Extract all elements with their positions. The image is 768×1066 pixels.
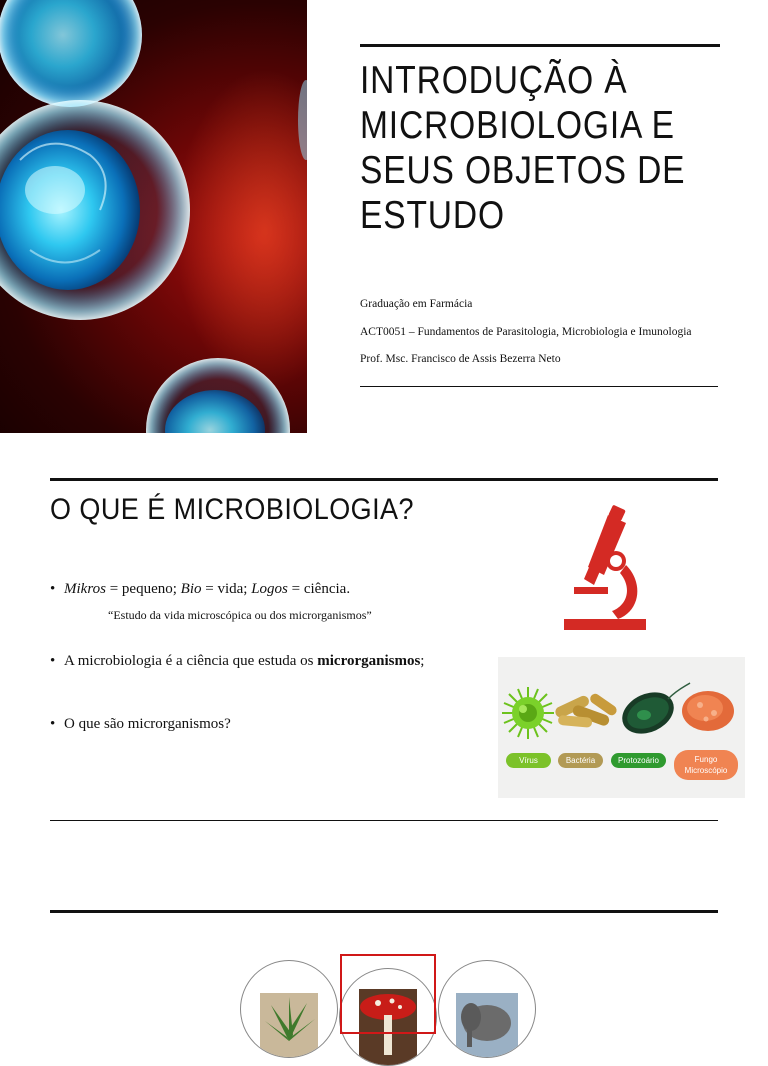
bullet-dot: • bbox=[50, 716, 56, 732]
definition-end: ; bbox=[420, 653, 425, 669]
word-bio: Bio bbox=[180, 581, 202, 597]
definition-bold-word: microrganismos bbox=[317, 653, 421, 669]
meaning-text: = ciência. bbox=[287, 581, 351, 597]
title-slide bbox=[0, 0, 768, 433]
plant-image-circle bbox=[240, 960, 338, 1058]
meaning-text: = pequeno; bbox=[105, 581, 181, 597]
definition-quote: “Estudo da vida microscópica ou dos microrganismos” bbox=[108, 608, 372, 622]
protozoa-icon bbox=[615, 683, 690, 742]
word-logos: Logos bbox=[251, 581, 288, 597]
cell-photo-image bbox=[0, 0, 307, 433]
protozoa-label-text: Protozoário bbox=[618, 756, 659, 765]
title-line: ESTUDO bbox=[360, 194, 505, 237]
selected-image-frame bbox=[340, 954, 436, 1034]
virus-icon bbox=[502, 687, 554, 739]
meaning-text: = vida; bbox=[201, 581, 252, 597]
fungus-icon bbox=[682, 691, 734, 731]
presentation-title bbox=[360, 58, 687, 238]
professor-name: Prof. Msc. Francisco de Assis Bezerra Neto bbox=[360, 353, 561, 365]
elephant-image-circle bbox=[438, 960, 536, 1058]
microscope-icon bbox=[560, 503, 650, 633]
bacteria-label bbox=[558, 753, 603, 768]
bullet-dot: • bbox=[50, 581, 56, 597]
bacteria-icon bbox=[554, 692, 619, 728]
definition-text: A microbiologia é a ciência que estuda os bbox=[64, 653, 318, 669]
course-name: Graduação em Farmácia bbox=[360, 298, 473, 310]
cell-photo bbox=[0, 0, 307, 433]
title-line: MICROBIOLOGIA E bbox=[360, 104, 675, 147]
bacteria-label-text: Bactéria bbox=[565, 756, 596, 765]
slide-bottom-rule bbox=[50, 820, 718, 821]
heading-top-rule bbox=[50, 478, 718, 481]
question-text: O que são microrganismos? bbox=[64, 716, 231, 732]
microorganisms-panel bbox=[498, 657, 745, 798]
fungus-label-line1: Fungo bbox=[694, 755, 718, 764]
title-line: SEUS OBJETOS DE bbox=[360, 149, 686, 192]
title-top-rule bbox=[360, 44, 720, 47]
subtitle-bottom-rule bbox=[360, 386, 718, 387]
heading-top-rule bbox=[50, 910, 718, 913]
virus-label-text: Vírus bbox=[519, 756, 538, 765]
bullet-question bbox=[50, 716, 231, 733]
virus-label bbox=[506, 753, 551, 768]
bullet-etymology bbox=[50, 581, 350, 598]
discipline-name: ACT0051 – Fundamentos de Parasitologia, Microbiologia e Imunologia bbox=[360, 326, 692, 338]
fungus-label bbox=[674, 750, 738, 780]
plant-image bbox=[241, 961, 337, 1057]
title-line: INTRODUÇÃO À bbox=[360, 59, 628, 102]
word-mikros: Mikros bbox=[64, 581, 106, 597]
next-slide-preview bbox=[0, 863, 768, 1024]
bullet-definition bbox=[50, 653, 424, 670]
protozoa-label bbox=[611, 753, 666, 768]
elephant-image bbox=[439, 961, 535, 1057]
slide-heading: O QUE É MICROBIOLOGIA? bbox=[50, 493, 414, 526]
microbiology-definition-slide bbox=[0, 433, 768, 863]
fungus-label-line2: Microscópio bbox=[684, 766, 728, 775]
bullet-dot: • bbox=[50, 653, 56, 669]
